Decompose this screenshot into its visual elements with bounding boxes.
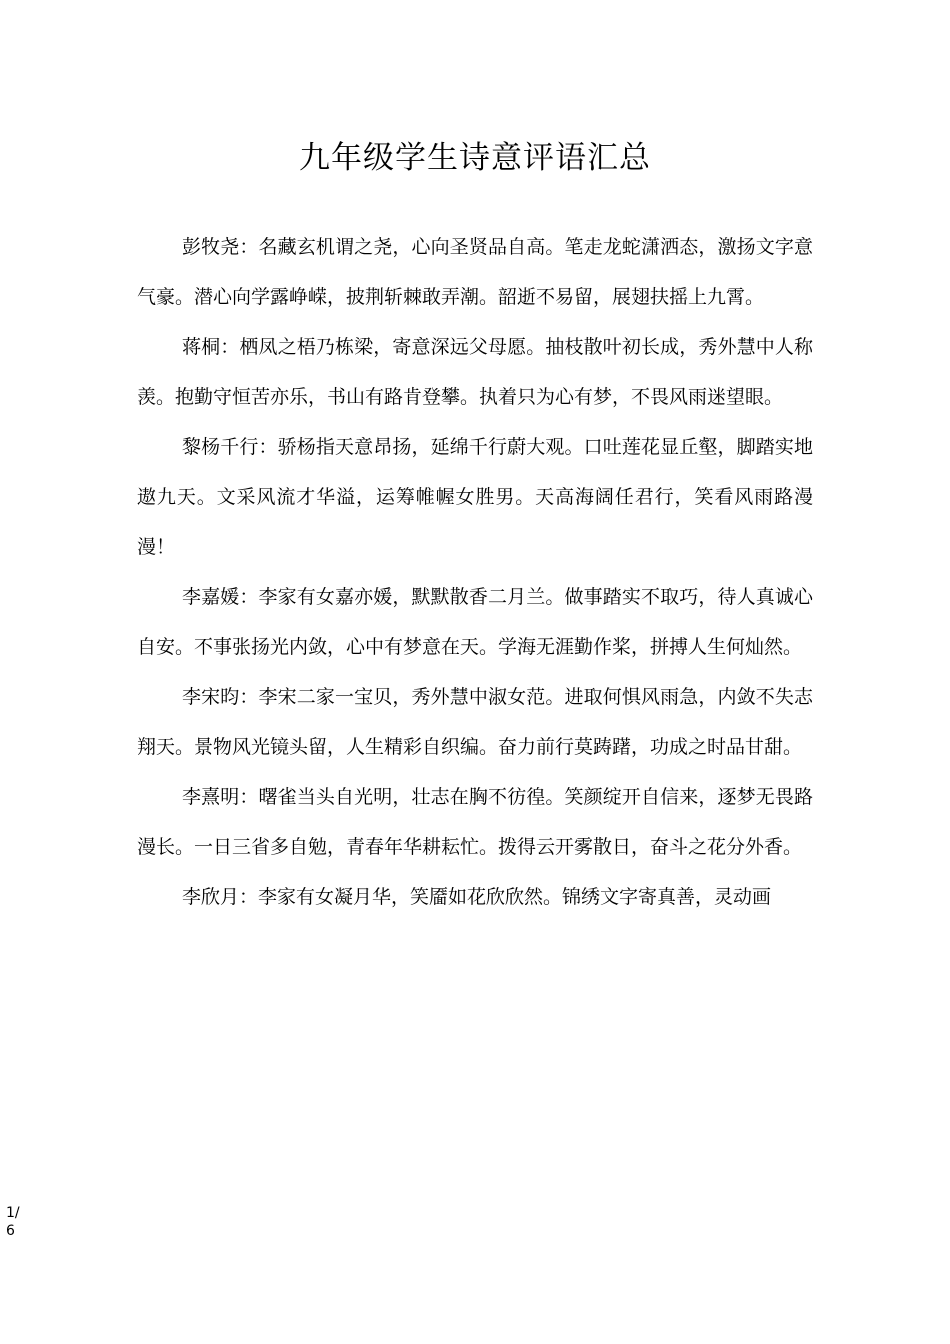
paragraph-li-songyun: 李宋昀：李宋二家一宝贝，秀外慧中淑女范。进取何惧风雨急，内敛不失志翔天。景物风光镜头留，人生精彩自织编。奋力前行莫踌躇，功成之时品甘甜。	[137, 686, 813, 758]
paragraph-li-jiayuan: 李嘉媛：李家有女嘉亦媛，默默散香二月兰。做事踏实不取巧，待人真诚心自安。不事张扬光内敛，心中有梦意在天。学海无涯勤作桨，拼搏人生何灿然。	[137, 586, 813, 658]
paragraph-li-yang-qianxing: 黎杨千行：骄杨指天意昂扬，延绵千行蔚大观。口吐莲花显丘壑，脚踏实地遨九天。文采风流才华溢，运筹帷幄女胜男。天高海阔任君行，笑看风雨路漫漫！	[137, 436, 813, 558]
page-number: 1/6	[6, 1205, 20, 1239]
document-body	[137, 222, 813, 922]
paragraph-li-xinyue: 李欣月：李家有女凝月华，笑靥如花欣欣然。锦绣文字寄真善，灵动画	[182, 886, 772, 908]
paragraph-li-ximing: 李熹明：曙雀当头自光明，壮志在胸不彷徨。笑颜绽开自信来，逐梦无畏路漫长。一日三省多自勉，青春年华耕耘忙。拨得云开雾散日，奋斗之花分外香。	[137, 786, 813, 858]
document-title: 九年级学生诗意评语汇总	[299, 140, 651, 176]
paragraph-peng-muyao: 彭牧尧：名藏玄机谓之尧，心向圣贤品自高。笔走龙蛇潇洒态，激扬文字意气豪。潜心向学露峥嵘，披荆斩棘敢弄潮。韶逝不易留，展翅扶摇上九霄。	[137, 236, 813, 308]
paragraph-jiang-tong: 蒋桐：栖凤之梧乃栋梁，寄意深远父母愿。抽枝散叶初长成，秀外慧中人称羡。抱勤守恒苦亦乐，书山有路肯登攀。执着只为心有梦，不畏风雨迷望眼。	[137, 336, 813, 408]
